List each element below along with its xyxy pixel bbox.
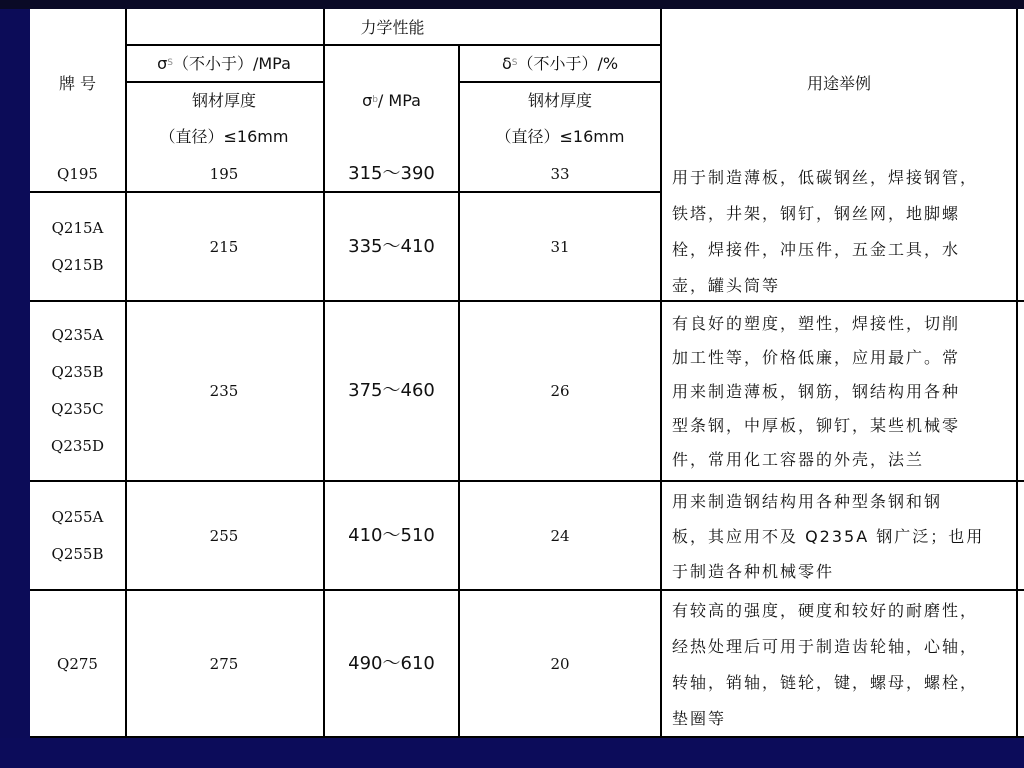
- usage-line: 加工性等，价格低廉，应用最广。常: [672, 348, 961, 367]
- grade-header: 牌 号: [58, 74, 97, 94]
- usage-cell: [672, 159, 1016, 299]
- usage-cell: [672, 594, 1016, 736]
- usage-line: 用于制造薄板，低碳钢丝，焊接钢管，: [672, 168, 979, 187]
- mechanical-properties-header: 力学性能: [360, 17, 425, 37]
- usage-line: 用来制造钢结构用各种型条钢和钢: [672, 492, 943, 511]
- yield-value-cell: 275: [209, 654, 239, 673]
- usage-line: 于制造各种机械零件: [672, 562, 835, 581]
- usage-line: 有较高的强度，硬度和较好的耐磨性，: [672, 601, 979, 620]
- tensile-value-cell: 410～510: [348, 524, 435, 546]
- tensile-value-cell: 490～610: [348, 652, 435, 674]
- usage-line: 有良好的塑度，塑性，焊接性，切削: [672, 314, 961, 333]
- steel-table-sheet: [30, 9, 1024, 738]
- tensile-value-cell: 315～390: [348, 163, 435, 185]
- grade-cell: Q195: [57, 165, 98, 183]
- usage-cell: [672, 305, 1016, 480]
- grade-cell: Q215A Q215B: [51, 218, 104, 274]
- grade-cell: Q255A Q255B: [51, 507, 104, 563]
- elongation-value-cell: 20: [550, 654, 570, 673]
- elongation-header: δ S （不小于）/%: [501, 53, 619, 73]
- top-frame-bar: [0, 0, 1024, 9]
- usage-header: 用途举例: [806, 74, 871, 94]
- yield-value-cell: 215: [209, 237, 239, 256]
- usage-line: 栓，焊接件，冲压件，五金工具，水: [672, 240, 961, 259]
- usage-line: 转轴，销轴，链轮，键，螺母，螺栓，: [672, 673, 979, 692]
- yield-value-cell: 235: [209, 382, 239, 400]
- grade-cell: Q235A Q235B Q235C Q235D: [51, 326, 104, 455]
- grade-cell: Q275: [57, 654, 98, 673]
- usage-line: 垫圈等: [672, 709, 727, 728]
- usage-line: 壶，罐头筒等: [672, 276, 781, 295]
- usage-line: 件，常用化工容器的外壳，法兰: [672, 450, 925, 469]
- elongation-value-cell: 33: [550, 165, 570, 183]
- yield-strength-header: σ S （不小于）/MPa: [157, 53, 291, 73]
- elongation-value-cell: 26: [550, 382, 570, 400]
- thickness-header-yield: 钢材厚度 （直径）≤16mm: [159, 91, 289, 146]
- usage-line: 铁塔，井架，钢钉，钢丝网，地脚螺: [672, 204, 961, 223]
- elongation-value-cell: 24: [550, 526, 570, 545]
- bottom-frame-bar: [0, 738, 1024, 768]
- usage-line: 经热处理后可用于制造齿轮轴，心轴，: [672, 637, 979, 656]
- tensile-value-cell: 335～410: [348, 235, 435, 257]
- thickness-header-elongation: 钢材厚度 （直径）≤16mm: [495, 91, 625, 146]
- yield-value-cell: 195: [209, 165, 239, 183]
- usage-line: 用来制造薄板，钢筋，钢结构用各种: [672, 382, 961, 401]
- tensile-value-cell: 375～460: [348, 380, 435, 402]
- usage-line: 板，其应用不及 Q235A 钢广泛；也用: [672, 527, 985, 546]
- usage-line: 型条钢，中厚板，铆钉，某些机械零: [672, 416, 961, 435]
- yield-value-cell: 255: [209, 526, 239, 545]
- elongation-value-cell: 31: [550, 237, 570, 256]
- grid-line: [1016, 9, 1018, 738]
- tensile-strength-header: σ b / MPa: [362, 90, 421, 110]
- usage-cell: [672, 485, 1016, 589]
- grid-line: [30, 736, 1024, 738]
